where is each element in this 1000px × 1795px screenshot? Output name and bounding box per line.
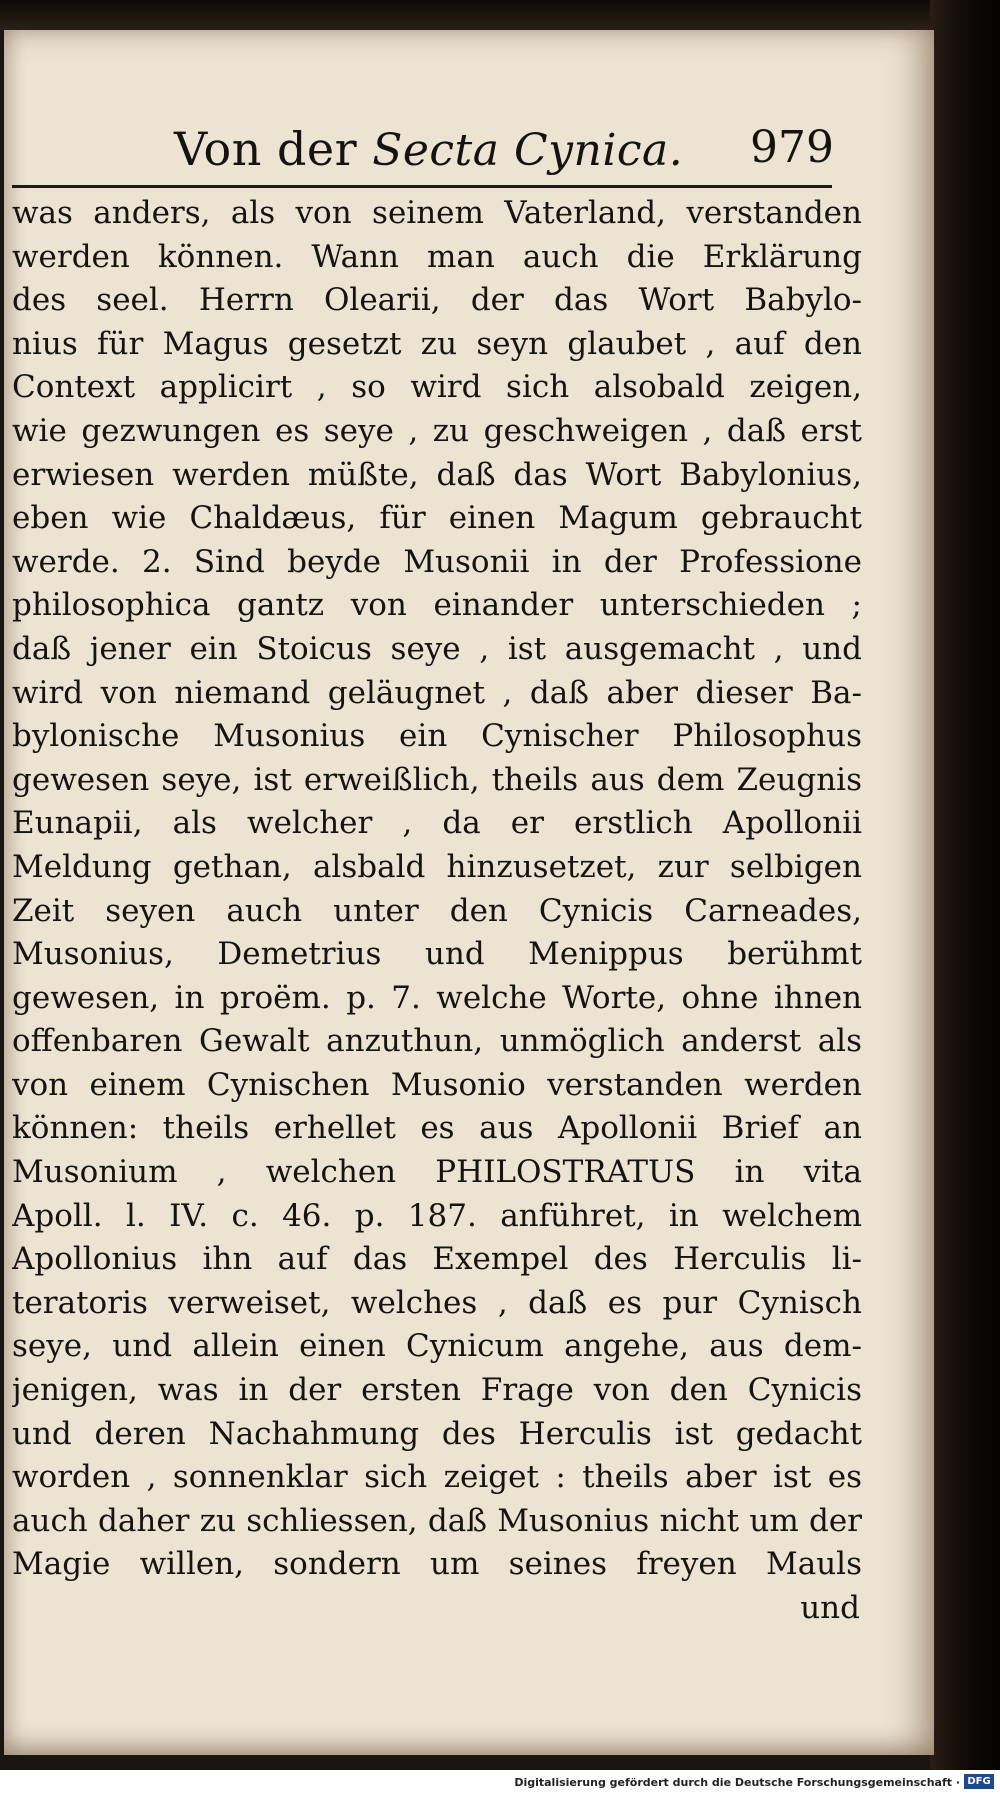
page-header: [174, 122, 834, 182]
text-line: Musonium , welchen PHILOSTRATUS in vita: [12, 1154, 862, 1191]
dfg-logo-icon: DFG: [964, 1774, 994, 1789]
text-line: teratoris verweiset, welches , daß es pur Cynisch: [12, 1284, 862, 1321]
body-text: [12, 192, 862, 1631]
text-line: nius für Magus gesetzt zu seyn glaubet , auf den: [12, 325, 862, 362]
text-line: bylonische Musonius ein Cynischer Philosophus: [12, 718, 862, 755]
text-line: Context applicirt , so wird sich alsobald zeigen,: [12, 369, 862, 406]
book-page: [4, 30, 934, 1755]
text-line: von einem Cynischen Musonio verstanden werden: [12, 1066, 862, 1103]
text-line: Musonius, Demetrius und Menippus berühmt: [12, 936, 862, 973]
text-line: Meldung gethan, alsbald hinzusetzet, zur selbigen: [12, 848, 862, 885]
text-line: gewesen seye, ist erweißlich, theils aus dem Zeugnis: [12, 761, 862, 798]
text-line: Magie willen, sondern um seines freyen Mauls: [12, 1546, 862, 1583]
text-line: worden , sonnenklar sich zeiget : theils aber ist es: [12, 1459, 862, 1496]
running-head-prefix: Von der: [174, 122, 373, 176]
text-line: offenbaren Gewalt anzuthun, unmöglich anderst als: [12, 1023, 862, 1060]
running-head: [174, 122, 683, 176]
scan-top-border: [0, 0, 1000, 30]
text-line: Zeit seyen auch unter den Cynicis Carneades,: [12, 892, 862, 929]
text-line: gewesen, in proëm. p. 7. welche Worte, ohne ihnen: [12, 979, 862, 1016]
text-line: werden können. Wann man auch die Erklärung: [12, 238, 862, 275]
text-line: wird von niemand geläugnet , daß aber dieser Ba-: [12, 674, 862, 711]
text-line: jenigen, was in der ersten Frage von den Cynicis: [12, 1372, 862, 1409]
text-line: und deren Nachahmung des Herculis ist gedacht: [12, 1415, 862, 1452]
text-line: eben wie Chaldæus, für einen Magum gebraucht: [12, 500, 862, 537]
text-line: Apollonius ihn auf das Exempel des Herculis li-: [12, 1241, 862, 1278]
text-line: können: theils erhellet es aus Apollonii Brief an: [12, 1110, 862, 1147]
funding-note: Digitalisierung gefördert durch die Deutsche Forschungsgemeinschaft ·: [514, 1776, 960, 1789]
text-line: was anders, als von seinem Vaterland, verstanden: [12, 195, 862, 231]
scan-right-border: [930, 0, 1000, 1770]
text-line: werde. 2. Sind beyde Musonii in der Professione: [12, 543, 862, 580]
text-line: seye, und allein einen Cynicum angehe, aus dem-: [12, 1328, 862, 1365]
text-line: auch daher zu schliessen, daß Musonius nicht um der: [12, 1502, 862, 1539]
page-number: 979: [750, 122, 834, 173]
text-line: Eunapii, als welcher , da er erstlich Apollonii: [12, 805, 862, 842]
text-line: philosophica gantz von einander unterschieden ;: [12, 587, 862, 624]
running-head-italic: Secta Cynica.: [372, 125, 684, 176]
header-rule: [12, 185, 832, 188]
text-line: daß jener ein Stoicus seye , ist ausgemacht , und: [12, 630, 862, 667]
text-line: Apoll. l. IV. c. 46. p. 187. anführet, in welchem: [12, 1197, 862, 1234]
catchword: und: [800, 1590, 860, 1626]
text-line: wie gezwungen es seye , zu geschweigen , daß erst: [12, 412, 862, 449]
text-line: des seel. Herrn Olearii, der das Wort Babylo-: [12, 282, 862, 319]
text-line: erwiesen werden müßte, daß das Wort Babylonius,: [12, 456, 862, 493]
